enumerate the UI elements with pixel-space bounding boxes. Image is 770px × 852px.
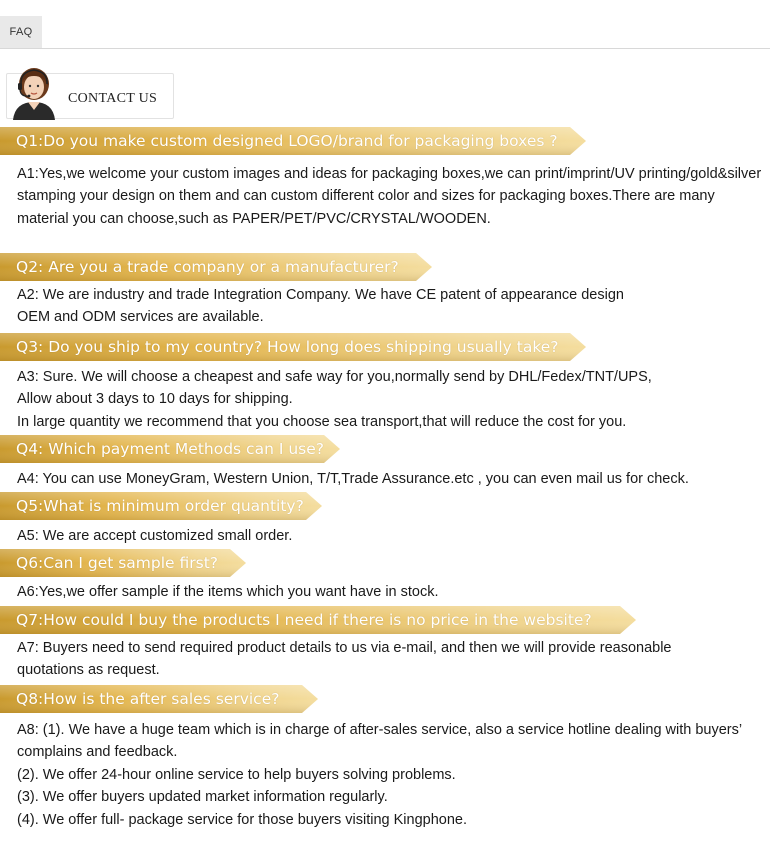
answer-line: Allow about 3 days to 10 days for shipping. <box>17 391 293 408</box>
faq-question-bar-6 <box>0 549 246 577</box>
faq-question-bar-1 <box>0 127 586 155</box>
faq-question-3: Q3: Do you ship to my country? How long does shipping usually take? <box>16 338 559 356</box>
answer-line: (4). We offer full- package service for those buyers visiting Kingphone. <box>17 811 467 828</box>
faq-question-4: Q4: Which payment Methods can I use? <box>16 440 324 458</box>
answer-line: stamping your design on them and can custom different color and sizes for packaging boxes.There are many <box>17 188 715 205</box>
faq-question-bar-3 <box>0 333 586 361</box>
faq-question-bar-5 <box>0 492 322 520</box>
answer-line: A5: We are accept customized small order. <box>17 528 293 544</box>
faq-answer-1 <box>17 163 761 230</box>
faq-question-6: Q6:Can I get sample first? <box>16 554 219 572</box>
answer-line: A4: You can use MoneyGram, Western Union, T/T,Trade Assurance.etc , you can even mail us for check. <box>17 471 689 487</box>
contact-us-label: CONTACT US <box>68 91 158 106</box>
answer-line: material you can choose,such as PAPER/PET/PVC/CRYSTAL/WOODEN. <box>17 210 491 227</box>
tab-faq[interactable]: FAQ <box>0 16 42 48</box>
answer-line: A8: (1). We have a huge team which is in charge of after-sales service, also a service hotline dealing with buyers’ <box>17 722 743 738</box>
tab-bar <box>0 0 770 49</box>
answer-line: A6:Yes,we offer sample if the items which you want have in stock. <box>17 584 439 600</box>
answer-line: (2). We offer 24-hour online service to help buyers solving problems. <box>17 766 456 783</box>
answer-line: complains and feedback. <box>17 744 178 761</box>
answer-line: (3). We offer buyers updated market information regularly. <box>17 789 388 806</box>
answer-line: quotations as request. <box>17 662 160 679</box>
faq-answer-5 <box>17 525 292 547</box>
faq-answer-8 <box>17 719 742 831</box>
answer-line: In large quantity we recommend that you choose sea transport,that will reduce the cost for you. <box>17 413 627 430</box>
contact-us-banner[interactable] <box>6 73 174 119</box>
faq-question-8: Q8:How is the after sales service? <box>16 690 280 708</box>
faq-answer-2 <box>17 284 624 329</box>
faq-question-bar-8 <box>0 685 318 713</box>
answer-line: A1:Yes,we welcome your custom images and ideas for packaging boxes,we can print/imprint/UV printing/gold&silver <box>17 166 762 182</box>
faq-answer-6 <box>17 581 439 603</box>
faq-question-bar-7 <box>0 606 636 634</box>
faq-question-5: Q5:What is minimum order quantity? <box>16 497 304 515</box>
faq-question-7: Q7:How could I buy the products I need if there is no price in the website? <box>16 611 592 629</box>
faq-question-bar-2 <box>0 253 432 281</box>
answer-line: A7: Buyers need to send required product details to us via e-mail, and then we will provide reasonable <box>17 640 672 656</box>
answer-line: A2: We are industry and trade Integration Company. We have CE patent of appearance design <box>17 287 624 303</box>
faq-answer-4 <box>17 468 689 490</box>
faq-question-bar-4 <box>0 435 340 463</box>
faq-question-2: Q2: Are you a trade company or a manufacturer? <box>16 258 399 276</box>
faq-question-1: Q1:Do you make custom designed LOGO/brand for packaging boxes ? <box>16 132 558 150</box>
customer-service-avatar-icon <box>7 62 59 120</box>
answer-line: A3: Sure. We will choose a cheapest and safe way for you,normally send by DHL/Fedex/TNT/UPS, <box>17 369 652 385</box>
answer-line: OEM and ODM services are available. <box>17 309 264 326</box>
faq-answer-3 <box>17 366 652 433</box>
faq-answer-7 <box>17 637 672 682</box>
